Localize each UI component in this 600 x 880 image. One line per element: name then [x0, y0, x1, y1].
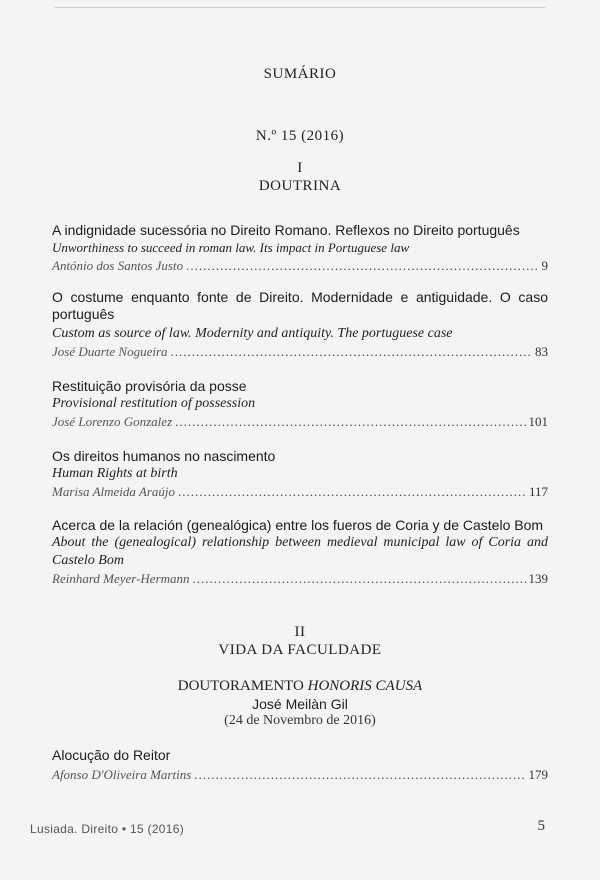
doctorate-title-italic: HONORIS CAUSA: [307, 678, 423, 694]
entry-author-line: [52, 483, 548, 500]
entry-author-line: [52, 766, 548, 783]
doctorate-title-regular: DOUTORAMENTO: [177, 678, 304, 694]
entry-page: 9: [541, 258, 548, 273]
entry-page: 117: [528, 484, 548, 499]
toc-entry[interactable]: [52, 517, 548, 587]
entry-author-line: [52, 570, 548, 587]
toc-entry[interactable]: [52, 378, 548, 430]
summary-title: SUMÁRIO: [263, 66, 337, 82]
doctorate-name: José Meilàn Gil: [252, 696, 348, 712]
section-1-numeral: I: [297, 160, 303, 176]
dot-leader: [171, 343, 532, 360]
entry-author: José Duarte Nogueira: [52, 344, 168, 359]
entry-page: 139: [528, 571, 548, 586]
entry-author: Marisa Almeida Araújo: [52, 484, 176, 499]
entry-translation: Custom as source of law. Modernity and antiquity. The portuguese case: [52, 326, 453, 341]
entry-title: O costume enquanto fonte de Direito. Modernidade e antiguidade. O caso português: [52, 289, 548, 322]
dot-leader: [186, 257, 538, 274]
entry-title: Alocução do Reitor: [52, 747, 171, 763]
dot-leader: [194, 766, 525, 783]
toc-entry[interactable]: [52, 289, 548, 360]
entry-author: António dos Santos Justo: [52, 258, 184, 273]
footer-page-number: 5: [537, 818, 545, 834]
issue-number: N.º 15 (2016): [255, 128, 345, 144]
section-1-title: DOUTRINA: [258, 178, 342, 194]
entry-title: Os direitos humanos no nascimento: [52, 448, 276, 464]
entry-translation: About the (genealogical) relationship between medieval municipal law of Coria and Castelo Bom: [52, 535, 548, 568]
toc-entry[interactable]: [52, 448, 548, 500]
dot-leader: [193, 570, 526, 587]
entry-page: 101: [528, 414, 548, 429]
top-rule: [55, 7, 545, 8]
entry-translation: Human Rights at birth: [52, 466, 178, 481]
section-2-numeral: II: [294, 624, 306, 640]
footer-journal: Lusiada. Direito • 15 (2016): [30, 822, 185, 836]
entry-title: Acerca de la relación (genealógica) entre los fueros de Coria y de Castelo Bom: [52, 517, 544, 533]
entry-author: José Lorenzo Gonzalez: [52, 414, 173, 429]
entry-translation: Provisional restitution of possession: [52, 396, 256, 411]
entry-title: A indignidade sucessória no Direito Romano. Reflexos no Direito português: [52, 222, 520, 238]
toc-entry[interactable]: [52, 222, 548, 274]
dot-leader: [175, 413, 525, 430]
toc-entry[interactable]: [52, 747, 548, 783]
entry-author-line: [52, 343, 548, 360]
entry-author: Afonso D'Oliveira Martins: [52, 767, 192, 782]
doctorate-title: [0, 678, 600, 695]
doctorate-date: (24 de Novembro de 2016): [224, 713, 376, 728]
entry-page: 179: [528, 767, 548, 782]
entry-translation: Unworthiness to succeed in roman law. Its impact in Portuguese law: [52, 240, 410, 255]
entry-page: 83: [535, 344, 548, 359]
entry-author: Reinhard Meyer-Hermann: [52, 571, 190, 586]
entry-author-line: [52, 257, 548, 274]
entry-title: Restituição provisória da posse: [52, 378, 247, 394]
dot-leader: [178, 483, 526, 500]
entry-author-line: [52, 413, 548, 430]
section-2-title: VIDA DA FACULDADE: [218, 642, 382, 658]
